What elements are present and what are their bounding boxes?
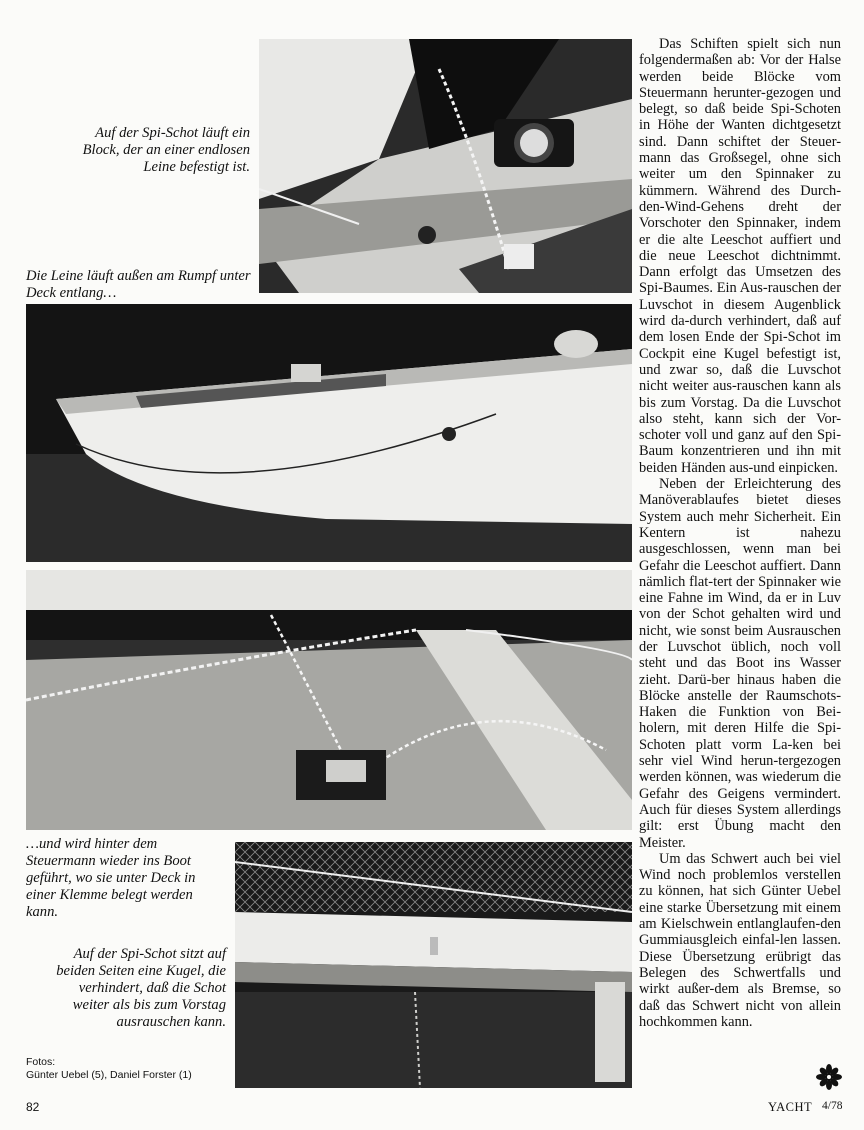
photo-cockpit-clamp: [26, 570, 632, 830]
caption-block-on-sheet: Auf der Spi-Schot läuft ein Block, der an einer endlosen Leine befestigt ist.: [82, 125, 250, 175]
issue-number: 4/78: [822, 1100, 843, 1112]
credits-label: Fotos:: [26, 1056, 56, 1068]
credits-names: Günter Uebel (5), Daniel Forster (1): [26, 1069, 192, 1081]
end-mark-icon: [816, 1064, 842, 1090]
body-paragraph: Das Schiften spielt sich nun folgendermaßen ab: Vor der Halse werden beide Blöcke vom Steuermann herunter-gezogen und belegt, so daß beide Spi-Schoten in Höhe der Wanten dichtgesetzt sind. Dann schiftet der Steuer-mann das Großsegel, ohne sich weiter um den Spinnaker zu kümmern. Während des Durch-den-Wind-Gehens dreht der Vorschoter den Spinnaker, indem er die alte Leeschot auffiert und die neue Leeschot dichtnimmt. Dann erfolgt das Umsetzen des Spi-Baumes. Ein Aus-rauschen der Luvschot in diesem Augenblick wird da-durch verhindert, daß auf dem losen Ende der Spi-Schot im Cockpit eine Kugel befestigt ist, und zwar so, daß die Luvschot nicht weiter aus-rauschen kann als bis zum Vorstag. Da die Luvschot also steht, kann sich der Vor-schoter voll und ganz auf den Spi-Baum konzentrieren und ihn mit beiden Händen aus-und einpicken.: [639, 36, 841, 476]
photo-credits: [26, 1056, 192, 1082]
body-paragraph: Neben der Erleichterung des Manöverablaufes bietet dieses System auch mehr Sicherheit. Ein Kentern ist nahezu ausgeschlossen, wenn man bei Gefahr die Leeschot auffiert. Dann nämlich flat-tert der Spinnaker wie eine Fahne im Wind, da er in Luv von der Schot gehalten wird und nicht, wie sonst beim Ausrauschen der Luvschot üblich, noch voll steht und das Boot ins Wasser zieht. Darü-ber hinaus haben die Blöcke anstelle der Raumschots-Haken die Funktion von Bei-holern, mit deren Hilfe die Spi-Schoten platt vorm La-ken bei sehr viel Wind herun-tergezogen werden können, was wiederum die Gefahr des Geigens vermindert. Auch für dieses System allerdings gilt: erst Übung macht den Meister.: [639, 476, 841, 851]
magazine-name: YACHT: [768, 1100, 813, 1114]
article-body: [639, 36, 841, 1030]
body-paragraph: Um das Schwert auch bei viel Wind noch problemlos verstellen zu können, hat sich Günter Uebel eine starke Übersetzung mit einem am Kielschwein entlanglaufen-den Gummiausgleich einfal-len lassen. Diese Übersetzung erübrigt das Belegen des Schwertfalls und wirkt außer-dem als Bremse, so daß das Schwert nicht von allein hochkommen kann.: [639, 850, 841, 1030]
photo-stern-spi-sheet: [235, 842, 632, 1088]
photo-hull-side: [26, 304, 632, 562]
caption-line-into-boat: …und wird hinter dem Steuermann wieder ins Boot geführt, wo sie unter Deck in einer Klemme belegt werden kann.: [26, 836, 196, 920]
page-number: 82: [26, 1100, 40, 1114]
caption-balls-on-sheet: Auf der Spi-Schot sitzt auf beiden Seiten eine Kugel, die verhindert, daß die Schot weiter als bis zum Vorstag ausrauschen kann.: [56, 946, 226, 1030]
caption-line-along-hull: Die Leine läuft außen am Rumpf unter Deck entlang…: [26, 268, 251, 301]
photo-deck-block: [259, 39, 632, 293]
